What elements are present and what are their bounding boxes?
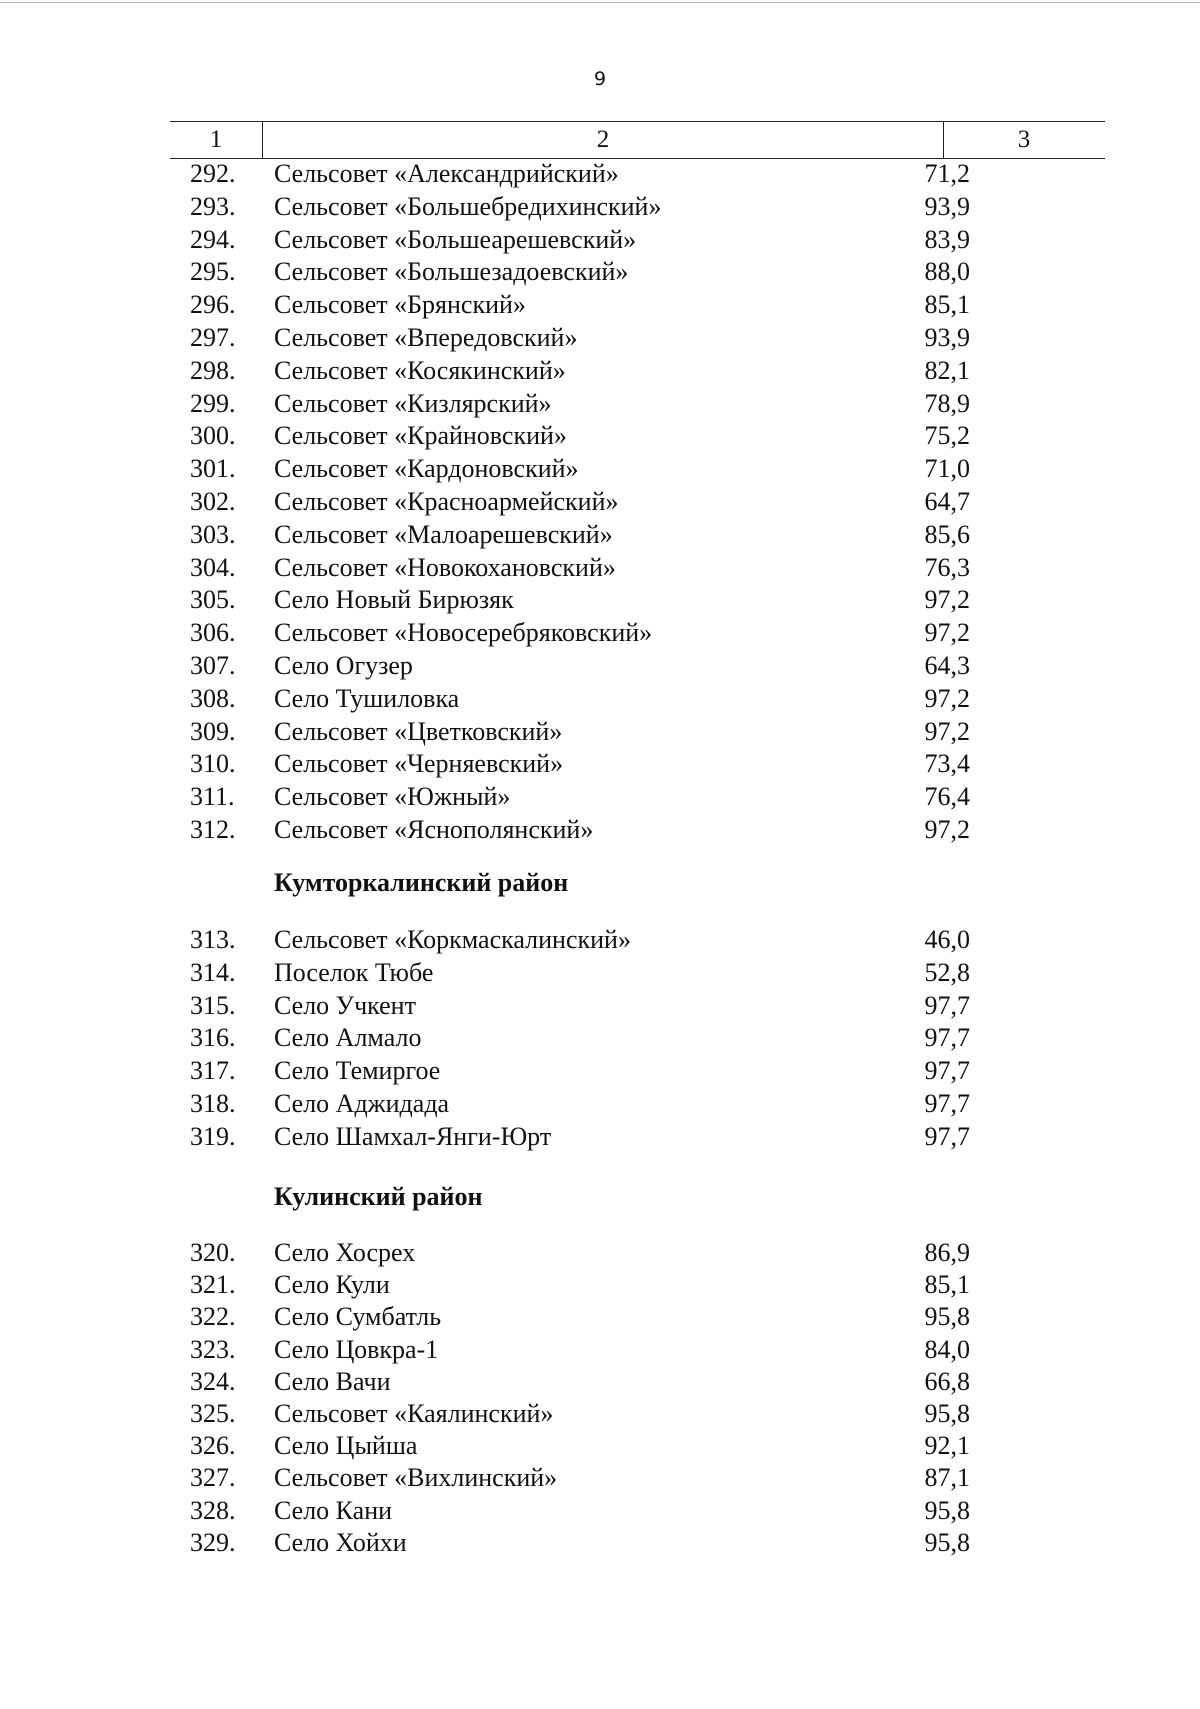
row-value: 83,9: [924, 224, 970, 254]
row-value: 93,9: [924, 323, 970, 352]
row-number: 298.: [190, 355, 236, 385]
table-row: [0, 552, 1200, 584]
row-number: 324.: [190, 1366, 236, 1396]
row-name: Сельсовет «Каялинский»: [274, 1399, 554, 1428]
row-name: Сельсовет «Кизлярский»: [274, 388, 552, 418]
row-value: 97,2: [924, 815, 970, 844]
table-row: [0, 924, 1200, 956]
row-name: Село Темиргое: [274, 1056, 441, 1086]
row-value: 97,2: [924, 716, 970, 746]
row-name: Поселок Тюбе: [274, 957, 434, 987]
table-row: [0, 683, 1200, 715]
row-number: 292.: [190, 159, 236, 188]
page-number: 9: [593, 68, 607, 90]
row-name: Село Хосрех: [274, 1238, 416, 1267]
row-name: Сельсовет «Южный»: [274, 782, 511, 812]
row-number: 316.: [190, 1023, 236, 1053]
row-number: 307.: [190, 651, 236, 680]
row-number: 296.: [190, 290, 236, 320]
row-name: Село Новый Бирюзяк: [274, 585, 514, 615]
row-name: Село Тушиловка: [274, 683, 460, 713]
row-value: 92,1: [924, 1431, 970, 1461]
row-name: Село Учкент: [274, 990, 416, 1020]
table-row: [0, 1269, 1200, 1301]
row-value: 75,2: [924, 421, 970, 451]
header-col-3: 3: [1017, 126, 1031, 153]
row-value: 71,0: [924, 454, 970, 484]
row-value: 95,8: [924, 1527, 970, 1557]
row-name: Сельсовет «Большебредихинский»: [274, 191, 662, 221]
row-value: 52,8: [924, 957, 970, 987]
row-name: Сельсовет «Яснополянский»: [274, 815, 594, 844]
row-value: 97,2: [924, 618, 970, 648]
table-row: [0, 1527, 1200, 1559]
table-row: [0, 1121, 1200, 1153]
row-number: 327.: [190, 1463, 236, 1493]
row-value: 46,0: [924, 925, 970, 954]
row-value: 95,8: [924, 1495, 970, 1525]
row-number: 306.: [190, 618, 236, 648]
row-number: 314.: [190, 957, 236, 987]
row-name: Село Цовкра-1: [274, 1334, 439, 1364]
row-name: Сельсовет «Новосеребряковский»: [274, 618, 653, 648]
row-value: 85,1: [924, 290, 970, 320]
table-row: [0, 1055, 1200, 1087]
row-value: 76,4: [924, 782, 970, 812]
row-number: 320.: [190, 1238, 236, 1267]
table-row: [0, 957, 1200, 989]
row-number: 315.: [190, 990, 236, 1020]
row-name: Село Хойхи: [274, 1527, 407, 1557]
row-number: 313.: [190, 925, 236, 954]
row-number: 312.: [190, 815, 236, 844]
table-row: [0, 1334, 1200, 1366]
row-name: Сельсовет «Большезадоевский»: [274, 257, 629, 287]
row-value: 64,3: [924, 651, 970, 680]
row-number: 321.: [190, 1270, 236, 1300]
row-name: Сельсовет «Кардоновский»: [274, 454, 579, 484]
row-number: 325.: [190, 1399, 236, 1428]
row-number: 294.: [190, 224, 236, 254]
row-value: 86,9: [924, 1238, 970, 1267]
row-value: 97,2: [924, 683, 970, 713]
row-number: 303.: [190, 519, 236, 549]
table-row: [0, 990, 1200, 1022]
table-row: [0, 1398, 1200, 1430]
table-row: [0, 420, 1200, 452]
table-row: [0, 1088, 1200, 1120]
table-row: [0, 1462, 1200, 1494]
row-name: Сельсовет «Красноармейский»: [274, 487, 619, 516]
row-number: 317.: [190, 1056, 236, 1086]
header-col-1: 1: [209, 126, 223, 153]
table-row: [0, 617, 1200, 649]
row-number: 305.: [190, 585, 236, 615]
header-col-2: 2: [262, 122, 944, 158]
table-row: [0, 584, 1200, 616]
row-value: 84,0: [924, 1334, 970, 1364]
row-name: Сельсовет «Косякинский»: [274, 355, 566, 385]
table-row: [0, 748, 1200, 780]
row-name: Село Шамхал-Янги-Юрт: [274, 1121, 552, 1151]
row-name: Село Вачи: [274, 1366, 391, 1396]
row-number: 311.: [190, 782, 235, 812]
row-name: Сельсовет «Малоарешевский»: [274, 519, 613, 549]
row-number: 319.: [190, 1121, 236, 1151]
row-value: 97,7: [924, 1089, 970, 1118]
table-row: [0, 486, 1200, 518]
row-name: Село Кани: [274, 1495, 393, 1525]
row-number: 308.: [190, 683, 236, 713]
section-title-kumtorkala: Кумторкалинский район: [274, 868, 569, 897]
row-value: 95,8: [924, 1399, 970, 1428]
row-number: 299.: [190, 388, 236, 418]
table-row: [0, 519, 1200, 551]
table-row: [0, 1430, 1200, 1462]
row-name: Сельсовет «Черняевский»: [274, 749, 564, 779]
table-row: [0, 716, 1200, 748]
row-name: Село Аджидада: [274, 1089, 450, 1118]
table-row: [0, 453, 1200, 485]
row-name: Село Алмало: [274, 1023, 422, 1053]
row-number: 293.: [190, 191, 236, 221]
row-name: Село Сумбатль: [274, 1302, 442, 1332]
row-name: Сельсовет «Александрийский»: [274, 159, 619, 188]
row-number: 300.: [190, 421, 236, 451]
table-row: [0, 650, 1200, 682]
row-name: Сельсовет «Новокохановский»: [274, 552, 616, 582]
row-value: 97,7: [924, 990, 970, 1020]
table-row: [0, 158, 1200, 190]
row-number: 310.: [190, 749, 236, 779]
table-row: [0, 1366, 1200, 1398]
table-row: [0, 191, 1200, 223]
table-row: [0, 781, 1200, 813]
row-value: 88,0: [924, 257, 970, 287]
row-name: Сельсовет «Коркмаскалинский»: [274, 925, 631, 954]
table-row: [0, 322, 1200, 354]
row-value: 66,8: [924, 1366, 970, 1396]
row-value: 78,9: [924, 388, 970, 418]
row-number: 309.: [190, 716, 236, 746]
row-number: 302.: [190, 487, 236, 516]
table-row: [0, 1237, 1200, 1269]
row-name: Сельсовет «Крайновский»: [274, 421, 567, 451]
row-value: 76,3: [924, 552, 970, 582]
section-title-kulinsky: Кулинский район: [274, 1182, 483, 1211]
row-name: Сельсовет «Вихлинский»: [274, 1463, 558, 1493]
row-value: 93,9: [924, 191, 970, 221]
row-number: 301.: [190, 454, 236, 484]
page-top-edge: [0, 2, 1200, 3]
table-row: [0, 355, 1200, 387]
row-number: 297.: [190, 323, 236, 352]
row-value: 97,7: [924, 1023, 970, 1053]
row-value: 71,2: [924, 159, 970, 188]
table-header: [170, 121, 1105, 159]
row-value: 87,1: [924, 1463, 970, 1493]
row-number: 304.: [190, 552, 236, 582]
row-name: Сельсовет «Брянский»: [274, 290, 526, 320]
row-value: 73,4: [924, 749, 970, 779]
row-value: 85,6: [924, 519, 970, 549]
table-row: [0, 388, 1200, 420]
row-name: Сельсовет «Большеарешевский»: [274, 224, 637, 254]
row-number: 295.: [190, 257, 236, 287]
table-row: [0, 289, 1200, 321]
table-row: [0, 256, 1200, 288]
row-name: Сельсовет «Впередовский»: [274, 323, 578, 352]
table-row: [0, 814, 1200, 846]
table-row: [0, 1495, 1200, 1527]
row-value: 85,1: [924, 1270, 970, 1300]
row-name: Сельсовет «Цветковский»: [274, 716, 563, 746]
row-value: 95,8: [924, 1302, 970, 1332]
row-number: 322.: [190, 1302, 236, 1332]
table-row: [0, 224, 1200, 256]
row-number: 323.: [190, 1334, 236, 1364]
row-value: 97,7: [924, 1121, 970, 1151]
row-value: 97,2: [924, 585, 970, 615]
row-number: 318.: [190, 1089, 236, 1118]
row-number: 328.: [190, 1495, 236, 1525]
row-value: 82,1: [924, 355, 970, 385]
row-value: 97,7: [924, 1056, 970, 1086]
table-row: [0, 1301, 1200, 1333]
table-row: [0, 1022, 1200, 1054]
row-number: 326.: [190, 1431, 236, 1461]
row-value: 64,7: [924, 487, 970, 516]
row-name: Село Огузер: [274, 651, 413, 680]
row-number: 329.: [190, 1527, 236, 1557]
row-name: Село Кули: [274, 1270, 390, 1300]
row-name: Село Цыйша: [274, 1431, 418, 1461]
